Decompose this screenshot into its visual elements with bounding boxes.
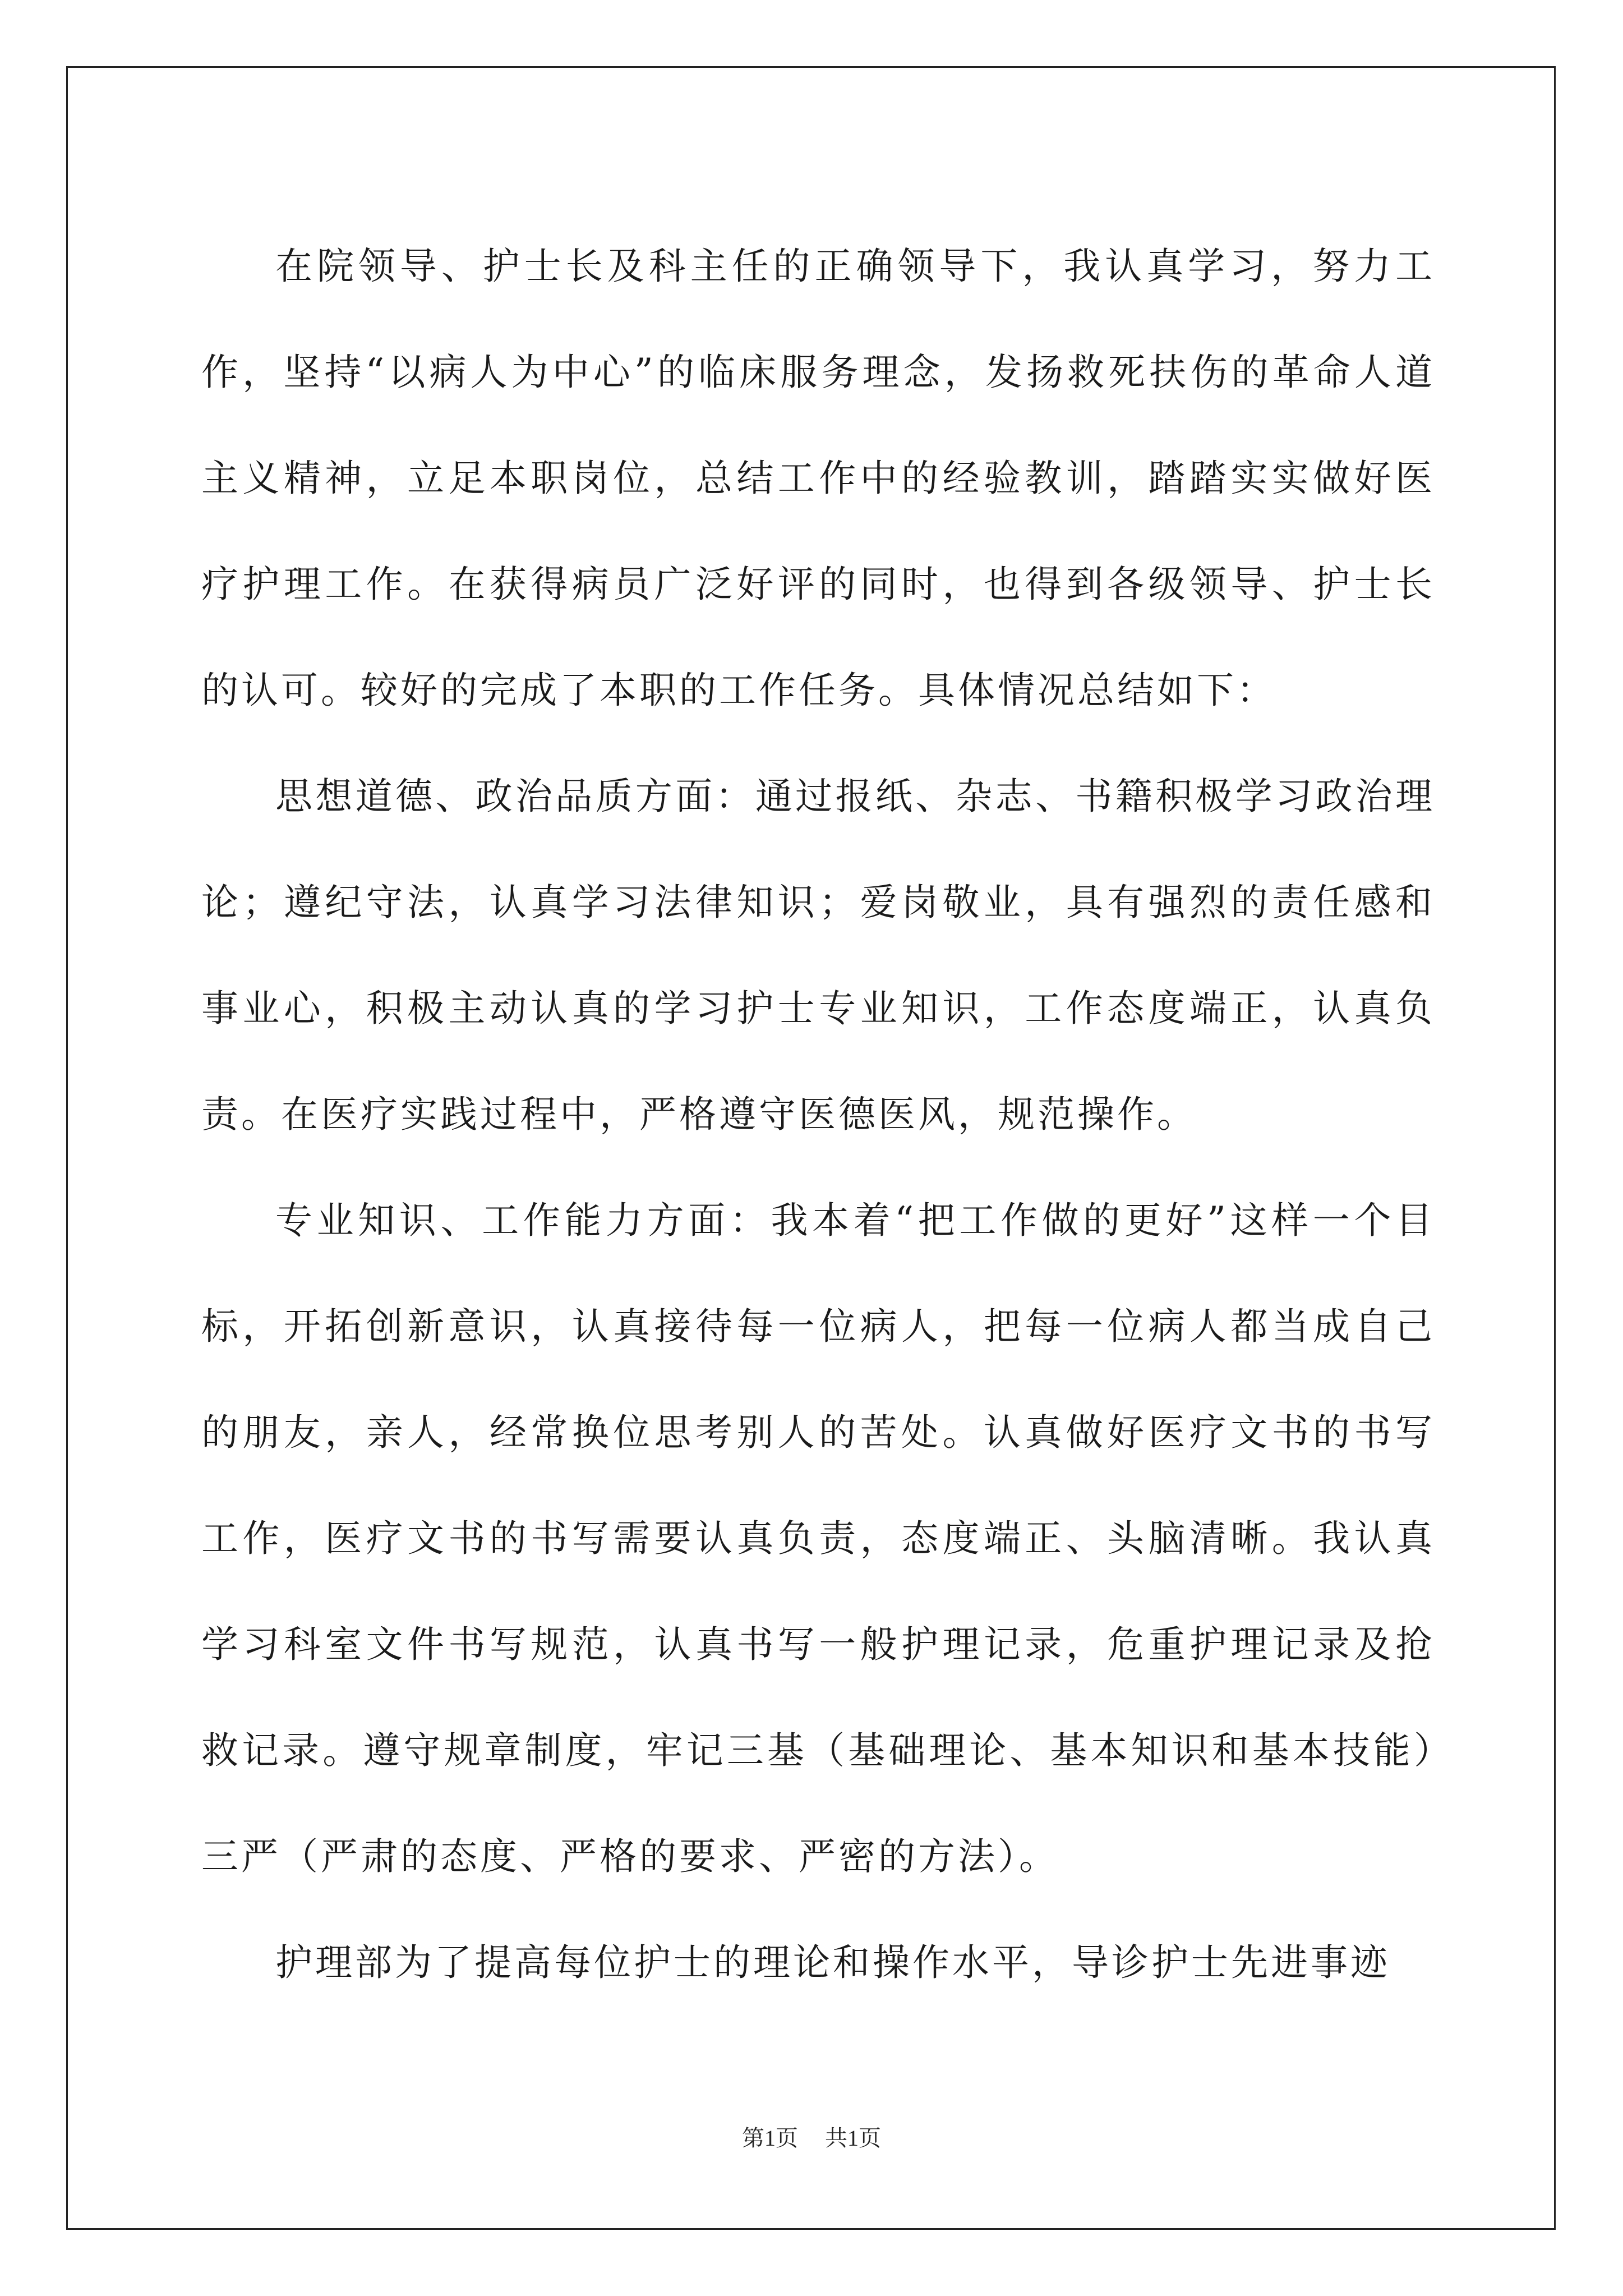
paragraph-professional: 专业知识、工作能力方面：我本着“把工作做的更好”这样一个目标，开拓创新意识，认真接待每一位病人，把每一位病人都当成自己的朋友，亲人，经常换位思考别人的苦处。认真做好医疗文书的书写工作，医疗文书的书写需要认真负责，态度端正、头脑清晰。我认真学习科室文件书写规范，认真书写一般护理记录，危重护理记录及抢救记录。遵守规章制度，牢记三基（基础理论、基本知识和基本技能）三严（严肃的态度、严格的要求、严密的方法）。 (201, 1199, 1435, 1878)
paragraph-nursing-dept: 护理部为了提高每位护士的理论和操作水平，导诊护士先进事迹 (275, 1941, 1390, 1984)
page-footer (0, 2124, 1623, 2152)
document-body (201, 213, 1435, 2016)
page-total: 共1页 (825, 2125, 881, 2151)
paragraph-intro: 在院领导、护士长及科主任的正确领导下，我认真学习，努力工作，坚持“以病人为中心”的临床服务理念，发扬救死扶伤的革命人道主义精神，立足本职岗位，总结工作中的经验教训，踏踏实实做好医疗护理工作。在获得病员广泛好评的同时，也得到各级领导、护士长的认可。较好的完成了本职的工作任务。具体情况总结如下： (201, 245, 1435, 712)
page-number: 第1页 (742, 2125, 798, 2151)
paragraph-ideology: 思想道德、政治品质方面：通过报纸、杂志、书籍积极学习政治理论；遵纪守法，认真学习法律知识；爱岗敬业，具有强烈的责任感和事业心，积极主动认真的学习护士专业知识，工作态度端正，认真负责。在医疗实践过程中，严格遵守医德医风，规范操作。 (201, 775, 1435, 1136)
